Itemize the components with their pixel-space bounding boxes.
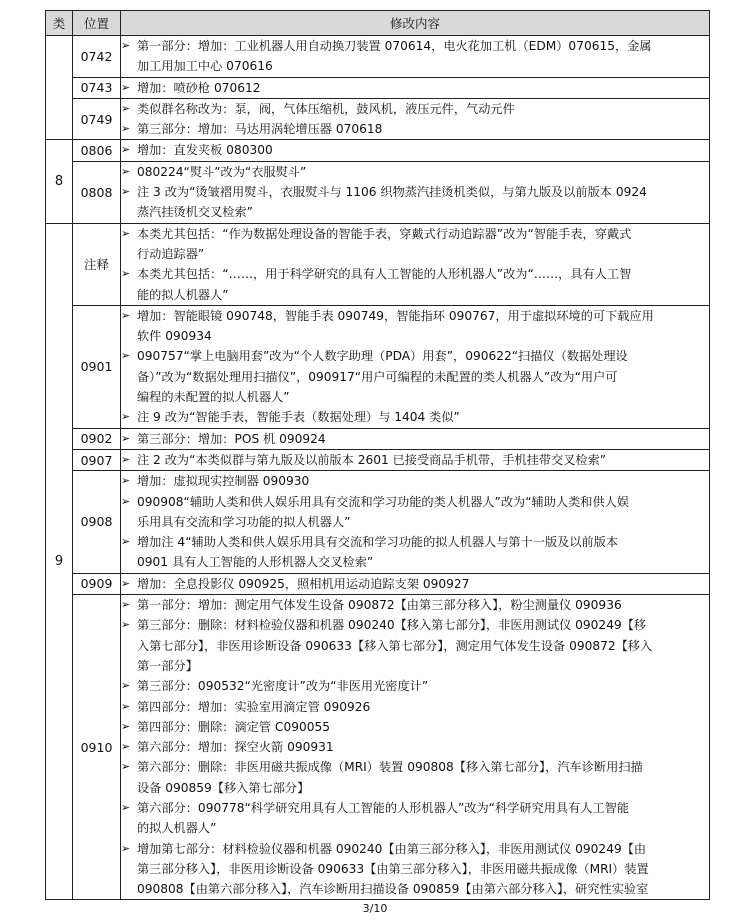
change-item (121, 182, 709, 223)
change-item-text: 第六部分：增加：探空火箭 090931 (137, 740, 334, 755)
arrow-bullet-icon: ➢ (121, 431, 131, 445)
content-cell (121, 449, 710, 470)
change-item-text: 注 2 改为“本类似群与第九版及以前版本 2601 已接受商品手机带，手机挂带交叉检索” (137, 452, 607, 467)
arrow-bullet-icon: ➢ (121, 410, 131, 424)
table-row-r0908 (46, 471, 710, 573)
arrow-bullet-icon: ➢ (121, 39, 131, 52)
change-item (121, 429, 709, 449)
table-row-r0806 (46, 140, 710, 161)
arrow-bullet-icon: ➢ (121, 841, 131, 855)
arrow-bullet-icon: ➢ (121, 80, 131, 94)
change-item (121, 346, 709, 407)
arrow-bullet-icon: ➢ (121, 719, 131, 733)
change-item (121, 450, 709, 470)
change-item-text: 类似群名称改为：泵，阀，气体压缩机，鼓风机，液压元件，气动元件 (137, 101, 515, 116)
change-item-text: 080224“熨斗”改为“衣服熨斗” (137, 164, 307, 179)
content-cell (121, 98, 710, 140)
change-item-text: 第三部分：删除：材料检验仪器和机器 090240【移入第七部分】，非医用测试仪 090249【移 入第七部分】，非医用诊断设备 090633【移入第七部分】，测定用气体发生设备 090872【移入 第一部分】 (137, 618, 653, 673)
table-row-r0749 (46, 98, 710, 140)
change-item (121, 119, 709, 139)
change-item (121, 224, 709, 265)
position-cell: 0742 (73, 36, 121, 78)
class-cell: 8 (46, 140, 73, 223)
change-item (121, 99, 709, 119)
arrow-bullet-icon: ➢ (121, 576, 131, 590)
change-item (121, 407, 709, 427)
change-item (121, 78, 709, 98)
change-item-text: 增加：智能眼镜 090748，智能手表 090749，智能指环 090767，用于虚拟环境的可下载应用 软件 090934 (137, 308, 654, 344)
position-cell: 注释 (73, 223, 121, 305)
change-item-text: 增加：直发夹板 080300 (137, 143, 273, 158)
table-row-r0742 (46, 36, 710, 78)
table-row-r0743 (46, 77, 710, 98)
change-item (121, 492, 709, 533)
header-class: 类 (46, 11, 73, 36)
arrow-bullet-icon: ➢ (121, 185, 131, 199)
change-item-text: 增加：全息投影仪 090925，照相机用运动追踪支架 090927 (137, 576, 470, 591)
change-item-text: 增加：虚拟现实控制器 090930 (137, 474, 310, 489)
change-item (121, 574, 709, 594)
change-item-text: 第三部分：增加：POS 机 090924 (137, 431, 326, 446)
modification-table (45, 10, 710, 900)
change-item-text: 第六部分：090778“科学研究用具有人工智能的人形机器人”改为“科学研究用具有人工智能 的拟人机器人” (137, 800, 630, 836)
table-row-r0808 (46, 161, 710, 223)
arrow-bullet-icon: ➢ (121, 699, 131, 713)
position-cell: 0806 (73, 140, 121, 161)
arrow-bullet-icon: ➢ (121, 101, 131, 115)
change-item (121, 798, 709, 839)
content-cell (121, 140, 710, 161)
change-item (121, 162, 709, 182)
change-item-text: 第四部分：增加：实验室用滴定管 090926 (137, 699, 371, 714)
change-item-text: 增加：喷砂枪 070612 (137, 80, 261, 95)
content-cell (121, 573, 710, 594)
change-item-text: 090908“辅助人类和供人娱乐用具有交流和学习功能的类人机器人”改为“辅助人类和供人娱 乐用具有交流和学习功能的拟人机器人” (137, 494, 630, 529)
arrow-bullet-icon: ➢ (121, 122, 131, 136)
arrow-bullet-icon: ➢ (121, 618, 131, 632)
arrow-bullet-icon: ➢ (121, 474, 131, 488)
change-item-text: 090757“掌上电脑用套”改为“个人数字助理（PDA）用套”，090622“扫描仪（数据处理设 备）”改为“数据处理用扫描仪”，090917“用户可编程的未配置的类人机器人”改为“用户可 编程的未配置的拟人机器人” (137, 349, 628, 405)
content-cell (121, 161, 710, 223)
change-item (121, 140, 709, 160)
change-item (121, 839, 709, 900)
class-cell: 9 (46, 223, 73, 900)
change-item-text: 增加注 4“辅助人类和供人娱乐用具有交流和学习功能的拟人机器人与第十一版及以前版本 0901 具有人工智能的人形机器人交叉检索” (137, 535, 619, 570)
change-item (121, 697, 709, 717)
arrow-bullet-icon: ➢ (121, 267, 131, 281)
arrow-bullet-icon: ➢ (121, 308, 131, 322)
table-header-row (46, 11, 710, 36)
table-row-r0909 (46, 573, 710, 594)
change-item-text: 第四部分：删除：滴定管 C090055 (137, 719, 330, 734)
change-item-text: 第三部分：090532“光密度计”改为“非医用光密度计” (137, 679, 429, 694)
header-content: 修改内容 (121, 11, 710, 36)
change-item (121, 595, 709, 615)
arrow-bullet-icon: ➢ (121, 164, 131, 178)
change-item-text: 第一部分：增加：工业机器人用自动换刀装置 070614，电火花加工机（EDM）070615，金属 加工用加工中心 070616 (137, 39, 652, 74)
arrow-bullet-icon: ➢ (121, 800, 131, 814)
content-cell (121, 77, 710, 98)
change-item (121, 36, 709, 77)
change-item (121, 737, 709, 757)
arrow-bullet-icon: ➢ (121, 740, 131, 754)
change-item (121, 717, 709, 737)
position-cell: 0910 (73, 595, 121, 900)
change-item (121, 306, 709, 347)
change-item-text: 注 3 改为“烫皱褶用熨斗，衣服熨斗与 1106 织物蒸汽挂烫机类似，与第九版及以前版本 0924 蒸汽挂烫机交叉检索” (137, 185, 647, 220)
change-item-text: 第六部分：删除：非医用磁共振成像（MRI）装置 090808【移入第七部分】，汽车诊断用扫描 设备 090859【移入第七部分】 (137, 760, 643, 795)
arrow-bullet-icon: ➢ (121, 598, 131, 612)
class-cell (46, 36, 73, 140)
change-item-text: 注 9 改为“智能手表，智能手表（数据处理）与 1404 类似” (137, 410, 460, 425)
change-item (121, 615, 709, 676)
arrow-bullet-icon: ➢ (121, 143, 131, 157)
arrow-bullet-icon: ➢ (121, 349, 131, 363)
change-item-text: 第三部分：增加：马达用涡轮增压器 070618 (137, 122, 383, 137)
content-cell (121, 223, 710, 305)
table-row-r0902 (46, 428, 710, 449)
content-cell (121, 36, 710, 78)
change-item-text: 本类尤其包括：“作为数据处理设备的智能手表，穿戴式行动追踪器”改为“智能手表，穿戴式 行动追踪器” (137, 226, 632, 261)
position-cell: 0808 (73, 161, 121, 223)
table-row-rnote (46, 223, 710, 305)
arrow-bullet-icon: ➢ (121, 760, 131, 774)
change-item-text: 增加第七部分：材料检验仪器和机器 090240【由第三部分移入】，非医用测试仪 090249【由 第三部分移入】，非医用诊断设备 090633【由第三部分移入】，非医用磁共振成像（MRI）装置 090808【由第六部分移入】，汽车诊断用扫描设备 090859【由第六部分移入】，研究性实验室 (137, 841, 649, 897)
position-cell: 0909 (73, 573, 121, 594)
content-cell (121, 428, 710, 449)
arrow-bullet-icon: ➢ (121, 452, 131, 466)
change-item-text: 第一部分：增加：测定用气体发生设备 090872【由第三部分移入】，粉尘测量仪 090936 (137, 598, 622, 613)
arrow-bullet-icon: ➢ (121, 679, 131, 693)
change-item (121, 264, 709, 305)
position-cell: 0902 (73, 428, 121, 449)
table-row-r0901 (46, 305, 710, 428)
arrow-bullet-icon: ➢ (121, 535, 131, 549)
change-item-text: 本类尤其包括：“……，用于科学研究的具有人工智能的人形机器人”改为“……，具有人工智 能的拟人机器人” (137, 267, 632, 302)
change-item (121, 532, 709, 573)
page-number: 3/10 (362, 902, 388, 915)
change-item (121, 676, 709, 696)
change-item (121, 471, 709, 491)
arrow-bullet-icon: ➢ (121, 494, 131, 508)
table-row-r0907 (46, 449, 710, 470)
position-cell: 0907 (73, 449, 121, 470)
position-cell: 0908 (73, 471, 121, 573)
content-cell (121, 471, 710, 573)
position-cell: 0749 (73, 98, 121, 140)
position-cell: 0901 (73, 305, 121, 428)
change-item (121, 757, 709, 798)
content-cell (121, 595, 710, 900)
header-position: 位置 (73, 11, 121, 36)
content-cell (121, 305, 710, 428)
table-row-r0910 (46, 595, 710, 900)
position-cell: 0743 (73, 77, 121, 98)
arrow-bullet-icon: ➢ (121, 226, 131, 240)
